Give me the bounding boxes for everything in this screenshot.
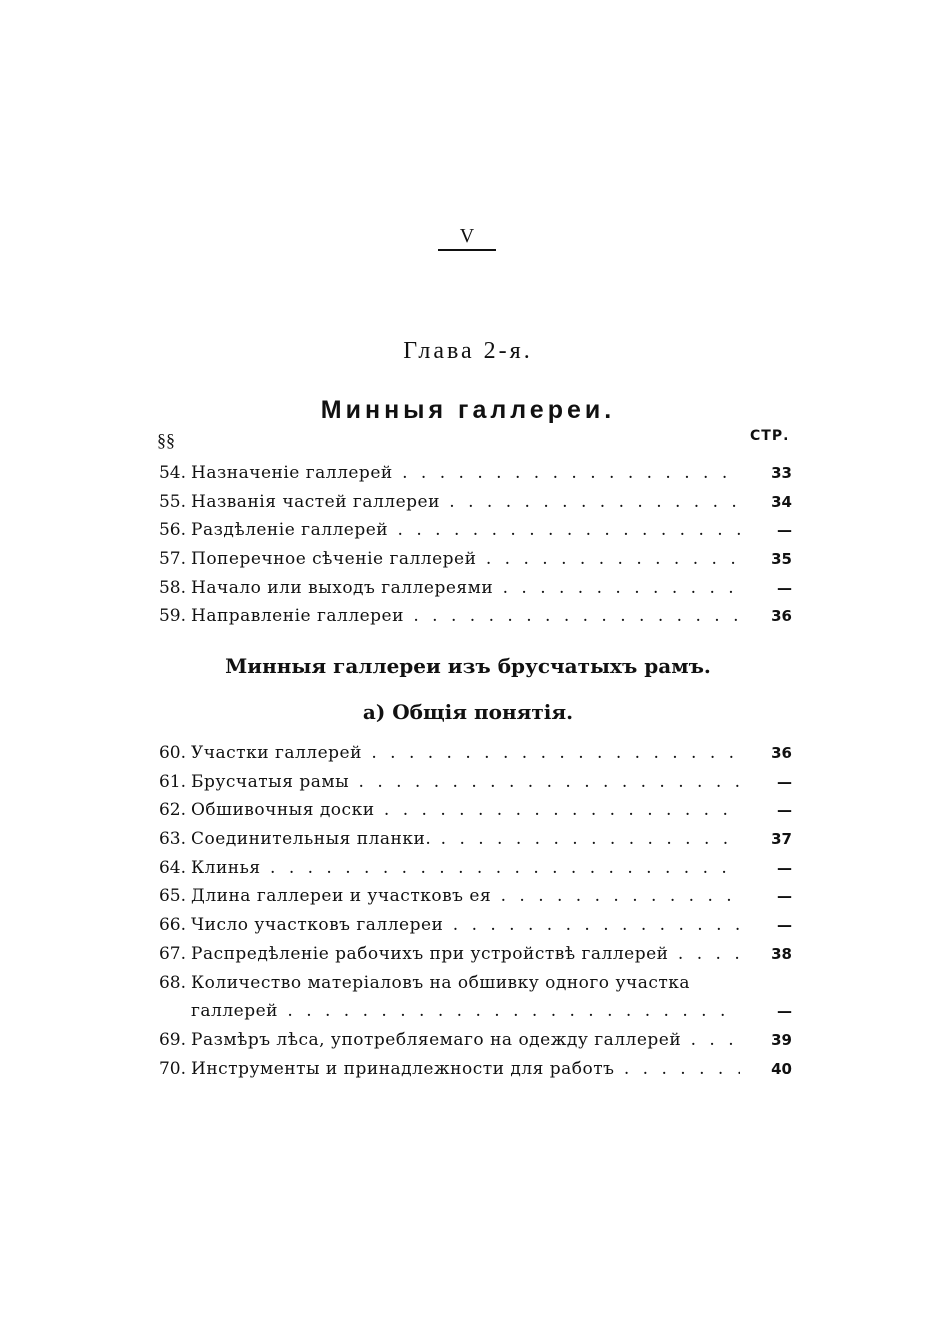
toc-entry-title: Названія частей галлереи . . . (191, 488, 740, 517)
toc-entry-title: Направленіе галлереи . . . (191, 602, 740, 631)
toc-row[interactable] (150, 854, 792, 883)
toc-entry-title: Число участковъ галлереи . . . (191, 911, 740, 940)
toc-row[interactable] (150, 602, 792, 631)
toc-row[interactable] (150, 545, 792, 574)
toc-entry-number: 69. (158, 1029, 186, 1050)
toc-entry-number: 70. (158, 1058, 186, 1079)
toc-row[interactable] (150, 1055, 792, 1084)
toc-entry-title: Раздѣленіе галлерей . . . (191, 516, 740, 545)
subsection-heading: Минныя галлереи изъ брусчатыхъ рамъ. (225, 654, 711, 678)
toc-entry-number: 65. (158, 886, 186, 907)
toc-row[interactable] (150, 825, 792, 854)
section-title: Минныя галлереи. (320, 396, 616, 424)
toc-row[interactable] (150, 574, 792, 603)
toc-entry-number: 61. (158, 771, 186, 792)
chapter-heading: Глава 2-я. (403, 338, 533, 364)
toc-row[interactable] (150, 969, 792, 998)
toc-entry-page: 33 (771, 464, 792, 482)
toc-entry-page: 37 (771, 830, 792, 849)
toc-entry-page: 36 (771, 607, 792, 626)
toc-row[interactable] (150, 940, 792, 969)
toc-entry-title: Назначеніе галлерей . . . (191, 459, 740, 488)
toc-entry-number: 64. (158, 857, 186, 878)
toc-entry-page: 38 (771, 944, 792, 963)
toc-entry-title: галлерей . . . (191, 997, 740, 1026)
toc-entry-page: 34 (771, 492, 792, 511)
toc-row[interactable] (150, 516, 792, 545)
toc-entry-page: — (777, 521, 792, 540)
toc-entry-page: 40 (771, 1059, 792, 1078)
toc-entry-page: — (777, 858, 792, 877)
toc-entry-number: 62. (158, 800, 186, 821)
paragraph-column-header: §§ (157, 430, 175, 450)
toc-entry-title: Клинья . . . (191, 854, 740, 883)
toc-entry-number: 55. (158, 491, 186, 512)
toc-entry-title: Соединительныя планки. . . . (191, 825, 740, 854)
page-number: V (438, 224, 496, 251)
toc-entry-number: 68. (158, 972, 186, 993)
toc-entry-page: — (777, 1002, 792, 1021)
toc-entry-page: — (777, 916, 792, 935)
toc-entry-page: — (777, 887, 792, 906)
toc-entry-title: Участки галлерей . . . (191, 739, 740, 768)
toc-row[interactable] (150, 796, 792, 825)
toc-row[interactable] (150, 1026, 792, 1055)
toc-row[interactable] (150, 459, 792, 488)
toc-entry-number: 67. (158, 943, 186, 964)
toc-entry-title: Длина галлереи и участковъ ея . . . (191, 882, 740, 911)
toc-entry-page: 35 (771, 550, 792, 569)
toc-entry-number: 66. (158, 915, 186, 936)
toc-entry-number: 56. (158, 520, 186, 541)
toc-row[interactable] (150, 882, 792, 911)
subsection-subheading: а) Общія понятія. (362, 700, 574, 724)
toc-entry-page: — (777, 772, 792, 791)
toc-entry-title: Размѣръ лѣса, употребляемаго на одежду галлерей . . . (191, 1026, 740, 1055)
toc-row[interactable] (150, 739, 792, 768)
toc-entry-page: 36 (771, 744, 792, 762)
toc-entry-title: Начало или выходъ галлереями . . . (191, 574, 740, 603)
toc-row[interactable] (150, 488, 792, 517)
toc-list-general (150, 459, 792, 631)
toc-entry-number: 59. (158, 606, 186, 627)
toc-row[interactable] (150, 768, 792, 797)
toc-entry-number: 54. (158, 463, 186, 483)
toc-entry-number: 60. (158, 743, 186, 763)
toc-entry-number: 57. (158, 549, 186, 570)
toc-row[interactable] (150, 911, 792, 940)
toc-row-continuation[interactable] (150, 997, 792, 1026)
toc-entry-title: Распредѣленіе рабочихъ при устройствѣ галлерей . . . (191, 940, 740, 969)
toc-list-frames (150, 739, 792, 1083)
toc-entry-page: — (777, 578, 792, 597)
toc-entry-title: Брусчатыя рамы . . . (191, 768, 740, 797)
page-column-header: СТР. (750, 428, 790, 444)
toc-entry-title: Обшивочныя доски . . . (191, 796, 740, 825)
toc-entry-page: — (777, 801, 792, 820)
toc-entry-title: Поперечное сѣченіе галлерей . . . (191, 545, 740, 574)
toc-entry-number: 63. (158, 829, 186, 850)
toc-entry-title: Инструменты и принадлежности для работъ . . . (191, 1055, 740, 1084)
toc-entry-page: 39 (771, 1030, 792, 1049)
toc-entry-number: 58. (158, 577, 186, 598)
toc-entry-title: Количество матеріаловъ на обшивку одного участка (191, 972, 691, 993)
